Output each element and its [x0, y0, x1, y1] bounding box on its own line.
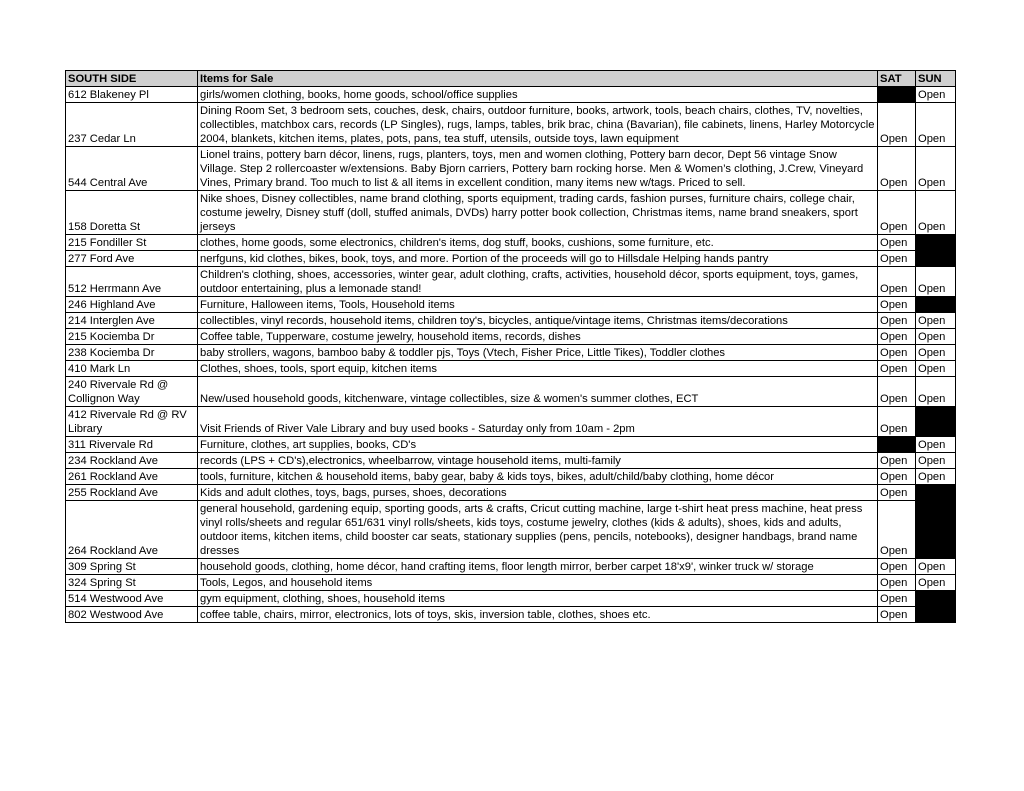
table-row [66, 191, 956, 235]
items-cell: Kids and adult clothes, toys, bags, purses, shoes, decorations [198, 485, 878, 501]
sat-cell: Open [878, 267, 916, 297]
items-cell: records (LPS + CD's),electronics, wheelbarrow, vintage household items, multi-family [198, 453, 878, 469]
sun-cell: Open [916, 267, 956, 297]
sun-cell: Open [916, 575, 956, 591]
items-cell: clothes, home goods, some electronics, children's items, dog stuff, books, cushions, some furniture, etc. [198, 235, 878, 251]
items-cell: Tools, Legos, and household items [198, 575, 878, 591]
address-cell: 544 Central Ave [66, 147, 198, 191]
sat-cell [878, 437, 916, 453]
sun-cell: Open [916, 361, 956, 377]
sun-cell: Open [916, 453, 956, 469]
address-cell: 612 Blakeney Pl [66, 87, 198, 103]
items-cell: Furniture, clothes, art supplies, books, CD's [198, 437, 878, 453]
items-cell: household goods, clothing, home décor, hand crafting items, floor length mirror, berber carpet 18'x9', winker truck w/ storage [198, 559, 878, 575]
address-cell: 214 Interglen Ave [66, 313, 198, 329]
sat-cell: Open [878, 313, 916, 329]
sat-cell: Open [878, 559, 916, 575]
items-cell: Visit Friends of River Vale Library and buy used books - Saturday only from 10am - 2pm [198, 407, 878, 437]
address-cell: 255 Rockland Ave [66, 485, 198, 501]
address-cell: 237 Cedar Ln [66, 103, 198, 147]
address-cell: 309 Spring St [66, 559, 198, 575]
address-cell: 514 Westwood Ave [66, 591, 198, 607]
sun-cell: Open [916, 345, 956, 361]
address-cell: 246 Highland Ave [66, 297, 198, 313]
sat-cell: Open [878, 575, 916, 591]
header-row [66, 71, 956, 87]
table-row [66, 361, 956, 377]
table-body [66, 87, 956, 623]
sun-cell: Open [916, 313, 956, 329]
table-row [66, 297, 956, 313]
items-cell: coffee table, chairs, mirror, electronics, lots of toys, skis, inversion table, clothes, shoes etc. [198, 607, 878, 623]
address-cell: 410 Mark Ln [66, 361, 198, 377]
items-cell: Coffee table, Tupperware, costume jewelry, household items, records, dishes [198, 329, 878, 345]
sat-cell: Open [878, 361, 916, 377]
address-cell: 234 Rockland Ave [66, 453, 198, 469]
items-cell: nerfguns, kid clothes, bikes, book, toys, and more. Portion of the proceeds will go to Hillsdale Helping hands pantry [198, 251, 878, 267]
address-cell: 512 Herrmann Ave [66, 267, 198, 297]
address-cell: 277 Ford Ave [66, 251, 198, 267]
sun-cell [916, 485, 956, 501]
sat-cell: Open [878, 607, 916, 623]
sat-cell: Open [878, 377, 916, 407]
sun-cell: Open [916, 329, 956, 345]
sat-cell: Open [878, 407, 916, 437]
sat-cell: Open [878, 103, 916, 147]
sat-cell: Open [878, 469, 916, 485]
address-cell: 261 Rockland Ave [66, 469, 198, 485]
items-cell: Dining Room Set, 3 bedroom sets, couches, desk, chairs, outdoor furniture, books, artwork, tools, beach chairs, clothes, TV, novelties, collectibles, matchbox cars, records (LP Singles), rugs, lamps, tables, brik brac, china (Bavarian), file cabinets, linens, Harley Motorcycle 2004, blankets, kitchen items, plates, pots, pans, tea stuff, utensils, outside toys, lawn equipment [198, 103, 878, 147]
sun-cell [916, 251, 956, 267]
sat-cell: Open [878, 329, 916, 345]
yard-sale-table [65, 70, 956, 623]
header-items: Items for Sale [198, 71, 878, 87]
sun-cell [916, 591, 956, 607]
address-cell: 324 Spring St [66, 575, 198, 591]
items-cell: Nike shoes, Disney collectibles, name brand clothing, sports equipment, trading cards, fashion purses, furniture chairs, college chair, costume jewelry, Disney stuff (doll, stuffed animals, DVDs) harry potter book collection, Christmas items, name brand sneakers, sport jerseys [198, 191, 878, 235]
table-row [66, 469, 956, 485]
address-cell: 240 Rivervale Rd @ Collignon Way [66, 377, 198, 407]
address-cell: 264 Rockland Ave [66, 501, 198, 559]
items-cell: baby strollers, wagons, bamboo baby & toddler pjs, Toys (Vtech, Fisher Price, Little Tikes), Toddler clothes [198, 345, 878, 361]
items-cell: general household, gardening equip, sporting goods, arts & crafts, Cricut cutting machine, large t-shirt heat press machine, heat press vinyl rolls/sheets and regular 651/631 vinyl rolls/sheets, kids toys, costume jewelry, clothes (kids & adults), shoes, kids and adults, outdoor items, kitchen items, child booster car seats, stationary supplies (pens, pencils, notebooks), designer handbags, brand name dresses [198, 501, 878, 559]
sat-cell: Open [878, 147, 916, 191]
sat-cell: Open [878, 501, 916, 559]
sun-cell [916, 235, 956, 251]
sat-cell: Open [878, 591, 916, 607]
table-row [66, 407, 956, 437]
table-row [66, 575, 956, 591]
table-row [66, 345, 956, 361]
header-address: SOUTH SIDE [66, 71, 198, 87]
table-row [66, 147, 956, 191]
sun-cell: Open [916, 377, 956, 407]
address-cell: 311 Rivervale Rd [66, 437, 198, 453]
items-cell: girls/women clothing, books, home goods, school/office supplies [198, 87, 878, 103]
table-row [66, 251, 956, 267]
sun-cell [916, 501, 956, 559]
table-row [66, 313, 956, 329]
sun-cell: Open [916, 147, 956, 191]
sat-cell: Open [878, 485, 916, 501]
table-row [66, 559, 956, 575]
table-row [66, 103, 956, 147]
sat-cell: Open [878, 345, 916, 361]
address-cell: 412 Rivervale Rd @ RV Library [66, 407, 198, 437]
items-cell: tools, furniture, kitchen & household items, baby gear, baby & kids toys, bikes, adult/child/baby clothing, home décor [198, 469, 878, 485]
sun-cell: Open [916, 87, 956, 103]
items-cell: Furniture, Halloween items, Tools, Household items [198, 297, 878, 313]
address-cell: 215 Kociemba Dr [66, 329, 198, 345]
sat-cell: Open [878, 453, 916, 469]
table-row [66, 87, 956, 103]
items-cell: Lionel trains, pottery barn décor, linens, rugs, planters, toys, men and women clothing, Pottery barn decor, Dept 56 vintage Snow Village. Step 2 rollercoaster w/extensions. Baby Bjorn carriers, Pottery barn rocking horse. Men & Women’s clothing, J.Crew, Vineyard Vines, Primary brand. Too much to list & all items in excellent condition, many items new w/tags. Priced to sell. [198, 147, 878, 191]
sat-cell [878, 87, 916, 103]
header-sat: SAT [878, 71, 916, 87]
table-row [66, 591, 956, 607]
sun-cell [916, 407, 956, 437]
address-cell: 158 Doretta St [66, 191, 198, 235]
table-row [66, 453, 956, 469]
sun-cell [916, 297, 956, 313]
table-row [66, 267, 956, 297]
table-row [66, 235, 956, 251]
sun-cell: Open [916, 559, 956, 575]
items-cell: gym equipment, clothing, shoes, household items [198, 591, 878, 607]
items-cell: Children's clothing, shoes, accessories, winter gear, adult clothing, crafts, activities, household décor, sports equipment, toys, games, outdoor entertaining, plus a lemonade stand! [198, 267, 878, 297]
items-cell: collectibles, vinyl records, household items, children toy's, bicycles, antique/vintage items, Christmas items/decorations [198, 313, 878, 329]
items-cell: New/used household goods, kitchenware, vintage collectibles, size & women's summer clothes, ECT [198, 377, 878, 407]
sat-cell: Open [878, 235, 916, 251]
sat-cell: Open [878, 191, 916, 235]
sat-cell: Open [878, 297, 916, 313]
sat-cell: Open [878, 251, 916, 267]
sun-cell: Open [916, 103, 956, 147]
table-row [66, 607, 956, 623]
header-sun: SUN [916, 71, 956, 87]
sun-cell [916, 607, 956, 623]
items-cell: Clothes, shoes, tools, sport equip, kitchen items [198, 361, 878, 377]
table-row [66, 377, 956, 407]
table-row [66, 485, 956, 501]
address-cell: 215 Fondiller St [66, 235, 198, 251]
table-row [66, 437, 956, 453]
address-cell: 802 Westwood Ave [66, 607, 198, 623]
table-row [66, 501, 956, 559]
table-row [66, 329, 956, 345]
address-cell: 238 Kociemba Dr [66, 345, 198, 361]
sun-cell: Open [916, 437, 956, 453]
sun-cell: Open [916, 469, 956, 485]
sun-cell: Open [916, 191, 956, 235]
